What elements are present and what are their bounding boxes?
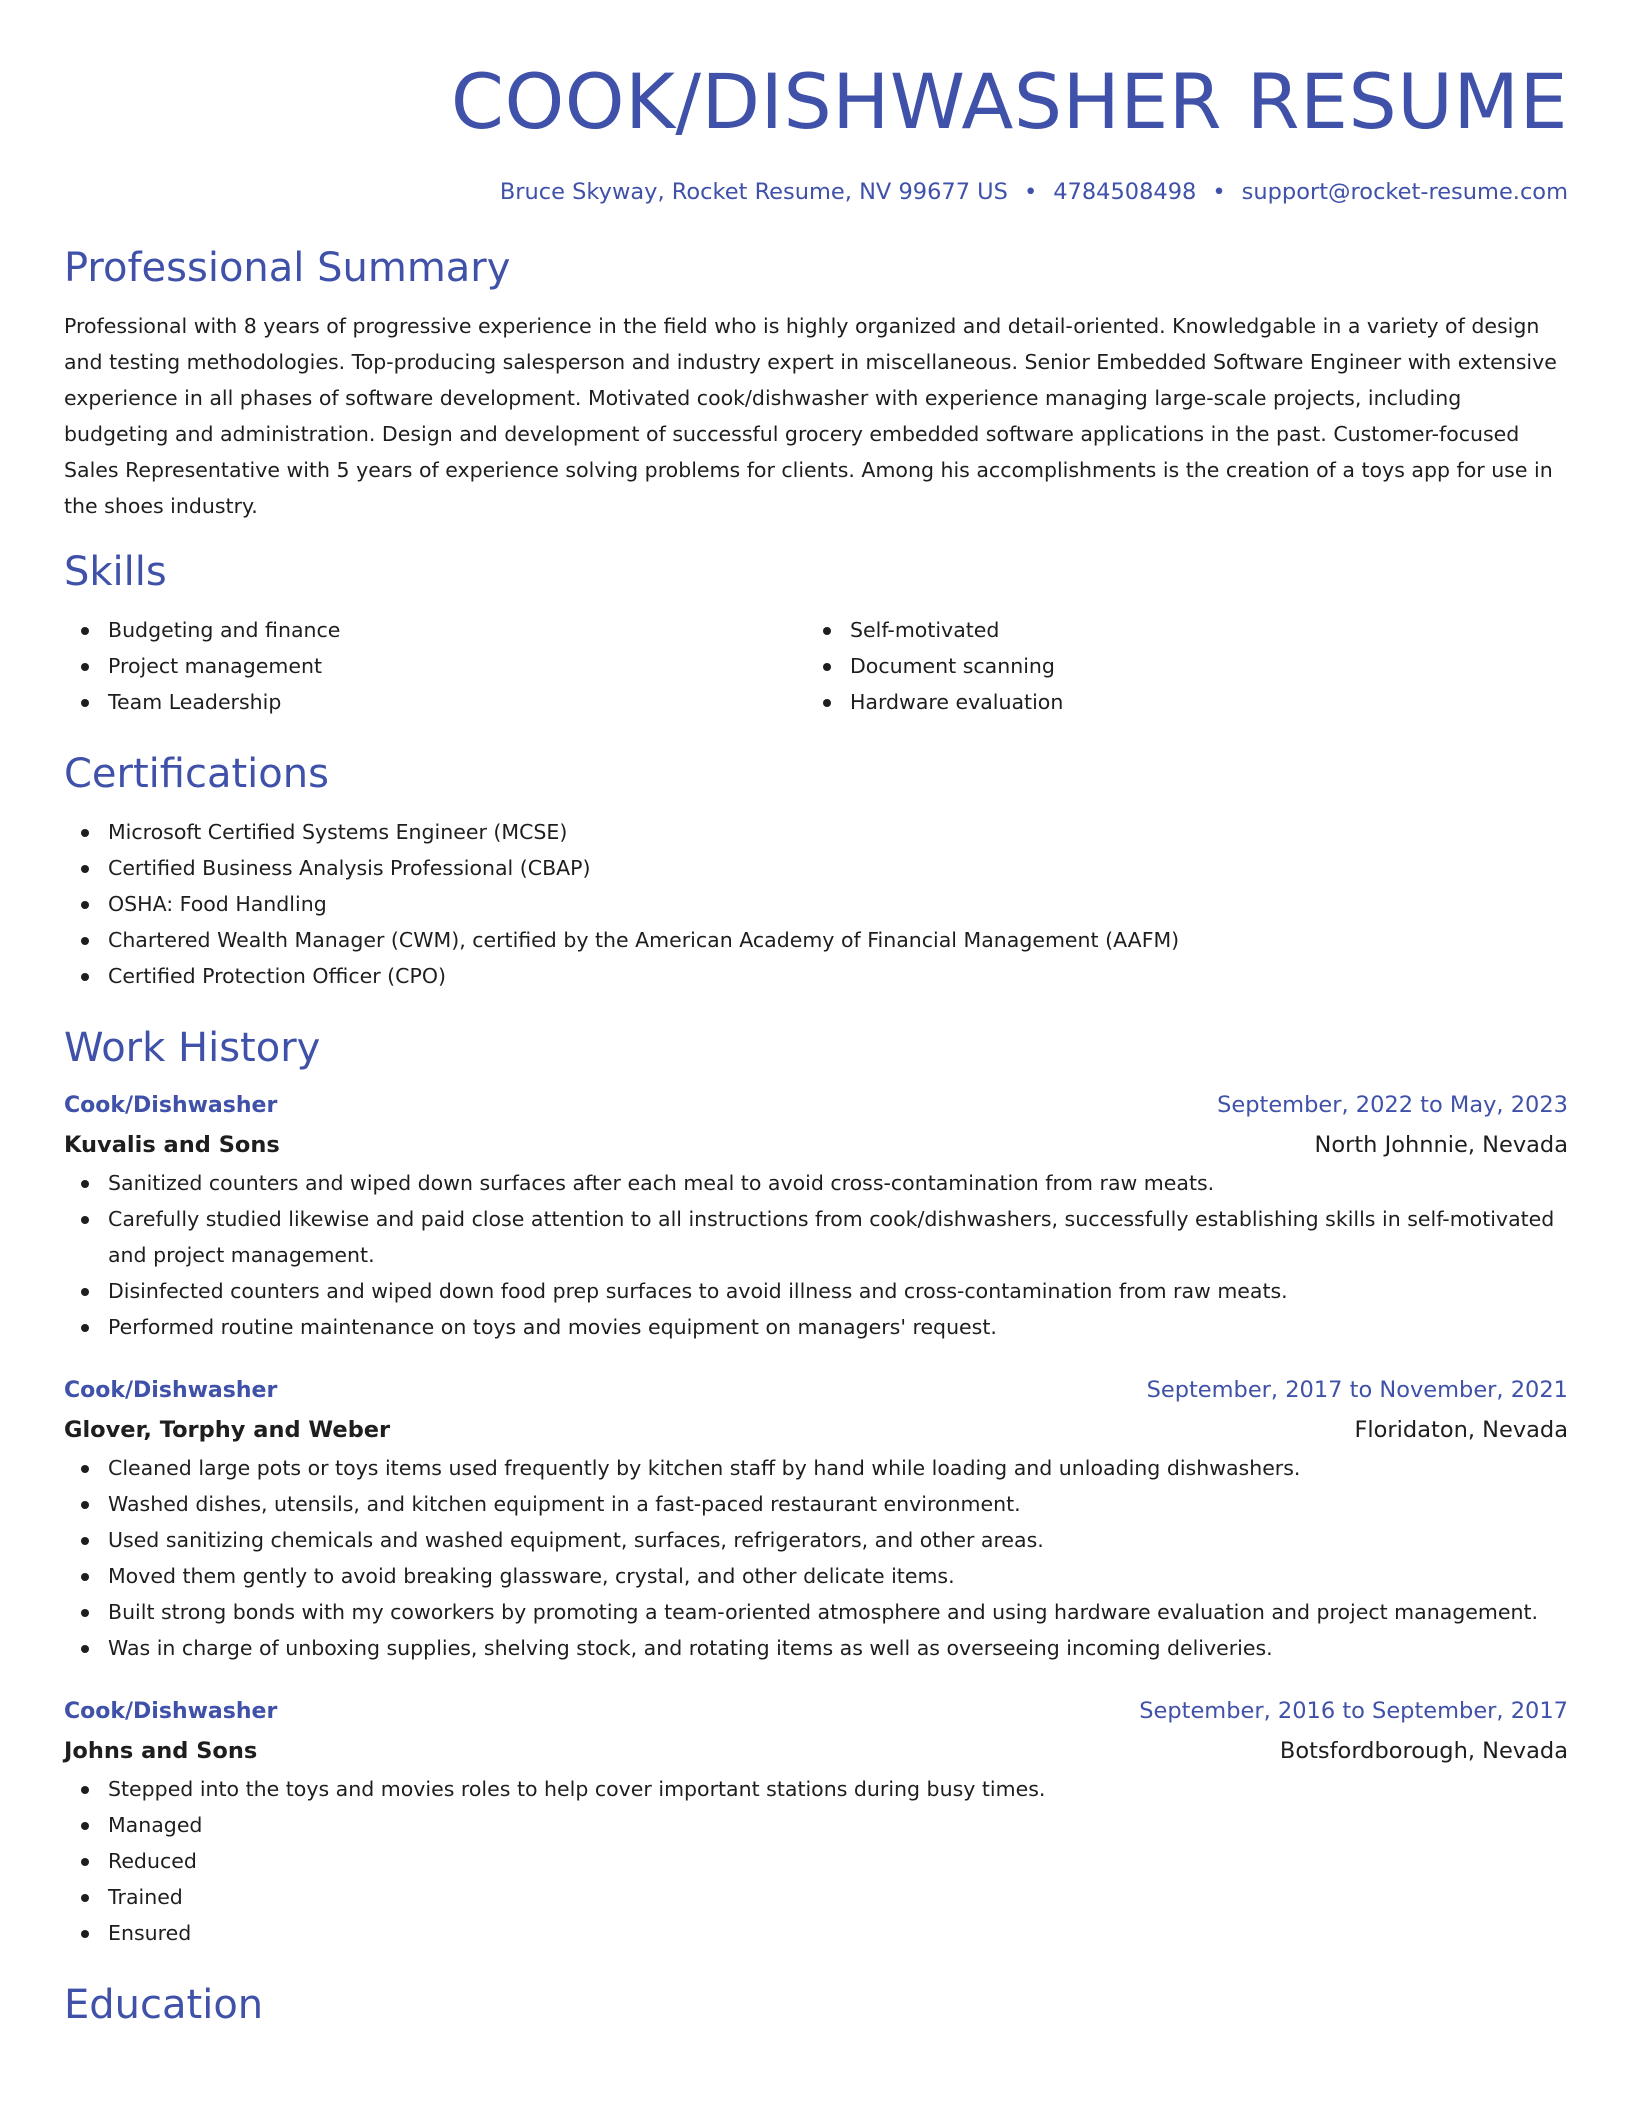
job-duty-item: Washed dishes, utensils, and kitchen equipment in a fast-paced restaurant environment. (64, 1486, 1568, 1522)
job-title: Cook/Dishwasher (64, 1699, 278, 1724)
job-company: Johns and Sons (64, 1738, 258, 1764)
skills-list-left (64, 612, 806, 720)
summary-heading: Professional Summary (64, 245, 511, 291)
job-dates: September, 2017 to November, 2021 (1146, 1377, 1568, 1403)
job-company: Glover, Torphy and Weber (64, 1417, 391, 1443)
summary-text: Professional with 8 years of progressive experience in the field who is highly organized and detail-oriented. Knowledgable in a variety of design and testing methodologies. Top-producing salesperson and industry expert in miscellaneous. Senior Embedded Software Engineer with extensive experience in all phases of software development. Motivated cook/dishwasher with experience managing large-scale projects, including budgeting and administration. Design and development of successful grocery embedded software applications in the past. Customer-focused Sales Representative with 5 years of experience solving problems for clients. Among his accomplishments is the creation of a toys app for use in the shoes industry. (64, 314, 1557, 518)
job-duty-item: Used sanitizing chemicals and washed equipment, surfaces, refrigerators, and other areas. (64, 1522, 1568, 1558)
job-duty-item: Managed (64, 1807, 1568, 1843)
job-dates: September, 2016 to September, 2017 (1139, 1698, 1568, 1724)
skill-item: Hardware evaluation (806, 684, 1548, 720)
skills-list-right (806, 612, 1548, 720)
certification-item: Microsoft Certified Systems Engineer (MCSE) (64, 814, 1568, 850)
resume-page (64, 0, 1568, 2031)
education-heading: Education (64, 1982, 264, 2028)
skill-item: Self-motivated (806, 612, 1548, 648)
resume-title: COOK/DISHWASHER RESUME (450, 57, 1568, 146)
job-duty-item: Sanitized counters and wiped down surfaces after each meal to avoid cross-contamination from raw meats. (64, 1165, 1568, 1201)
certification-item: Certified Protection Officer (CPO) (64, 958, 1568, 994)
job-duty-item: Built strong bonds with my coworkers by promoting a team-oriented atmosphere and using hardware evaluation and project management. (64, 1594, 1568, 1630)
job-duty-item: Was in charge of unboxing supplies, shelving stock, and rotating items as well as overseeing incoming deliveries. (64, 1630, 1568, 1666)
job-location: Floridaton, Nevada (1354, 1417, 1568, 1443)
contact-separator: • (1023, 179, 1038, 205)
contact-phone: 4784508498 (1053, 179, 1197, 205)
job-duty-item: Cleaned large pots or toys items used frequently by kitchen staff by hand while loading and unloading dishwashers. (64, 1450, 1568, 1486)
job-duty-item: Ensured (64, 1915, 1568, 1951)
job-duties-list (64, 1165, 1568, 1345)
certification-item: Certified Business Analysis Professional (CBAP) (64, 850, 1568, 886)
job-duty-item: Performed routine maintenance on toys and movies equipment on managers' request. (64, 1309, 1568, 1345)
job-duties-list (64, 1450, 1568, 1666)
job-duty-item: Reduced (64, 1843, 1568, 1879)
job-employer-row (64, 1410, 1568, 1450)
certifications-heading: Certifications (64, 751, 329, 797)
contact-separator: • (1212, 179, 1226, 205)
job-duty-item: Stepped into the toys and movies roles to help cover important stations during busy times. (64, 1771, 1568, 1807)
job-title: Cook/Dishwasher (64, 1093, 278, 1118)
certification-item: Chartered Wealth Manager (CWM), certified by the American Academy of Financial Management (AAFM) (64, 922, 1568, 958)
skills-grid (64, 612, 1568, 720)
job-header (64, 1086, 1568, 1125)
job-header (64, 1371, 1568, 1410)
job-duty-item: Disinfected counters and wiped down food prep surfaces to avoid illness and cross-contamination from raw meats. (64, 1273, 1568, 1309)
job-entry (64, 1371, 1568, 1666)
skills-heading: Skills (64, 549, 167, 595)
job-dates: September, 2022 to May, 2023 (1217, 1092, 1568, 1118)
job-company: Kuvalis and Sons (64, 1132, 280, 1158)
job-employer-row (64, 1731, 1568, 1771)
certification-item: OSHA: Food Handling (64, 886, 1568, 922)
job-duty-item: Moved them gently to avoid breaking glassware, crystal, and other delicate items. (64, 1558, 1568, 1594)
job-entry (64, 1086, 1568, 1345)
skill-item: Team Leadership (64, 684, 806, 720)
job-header (64, 1692, 1568, 1731)
certifications-list (64, 814, 1568, 994)
job-location: North Johnnie, Nevada (1314, 1132, 1568, 1158)
job-duty-item: Carefully studied likewise and paid close attention to all instructions from cook/dishwashers, successfully establishing skills in self-motivated and project management. (64, 1201, 1568, 1273)
skill-item: Budgeting and finance (64, 612, 806, 648)
job-employer-row (64, 1125, 1568, 1165)
job-duties-list (64, 1771, 1568, 1951)
job-location: Botsfordborough, Nevada (1279, 1738, 1568, 1764)
work-history-heading: Work History (64, 1025, 321, 1071)
contact-info (64, 176, 1568, 208)
skill-item: Document scanning (806, 648, 1548, 684)
job-title: Cook/Dishwasher (64, 1378, 278, 1403)
job-entry (64, 1692, 1568, 1951)
contact-email: support@rocket-resume.com (1241, 179, 1568, 205)
contact-address: Bruce Skyway, Rocket Resume, NV 99677 US (499, 179, 1008, 205)
job-duty-item: Trained (64, 1879, 1568, 1915)
skill-item: Project management (64, 648, 806, 684)
